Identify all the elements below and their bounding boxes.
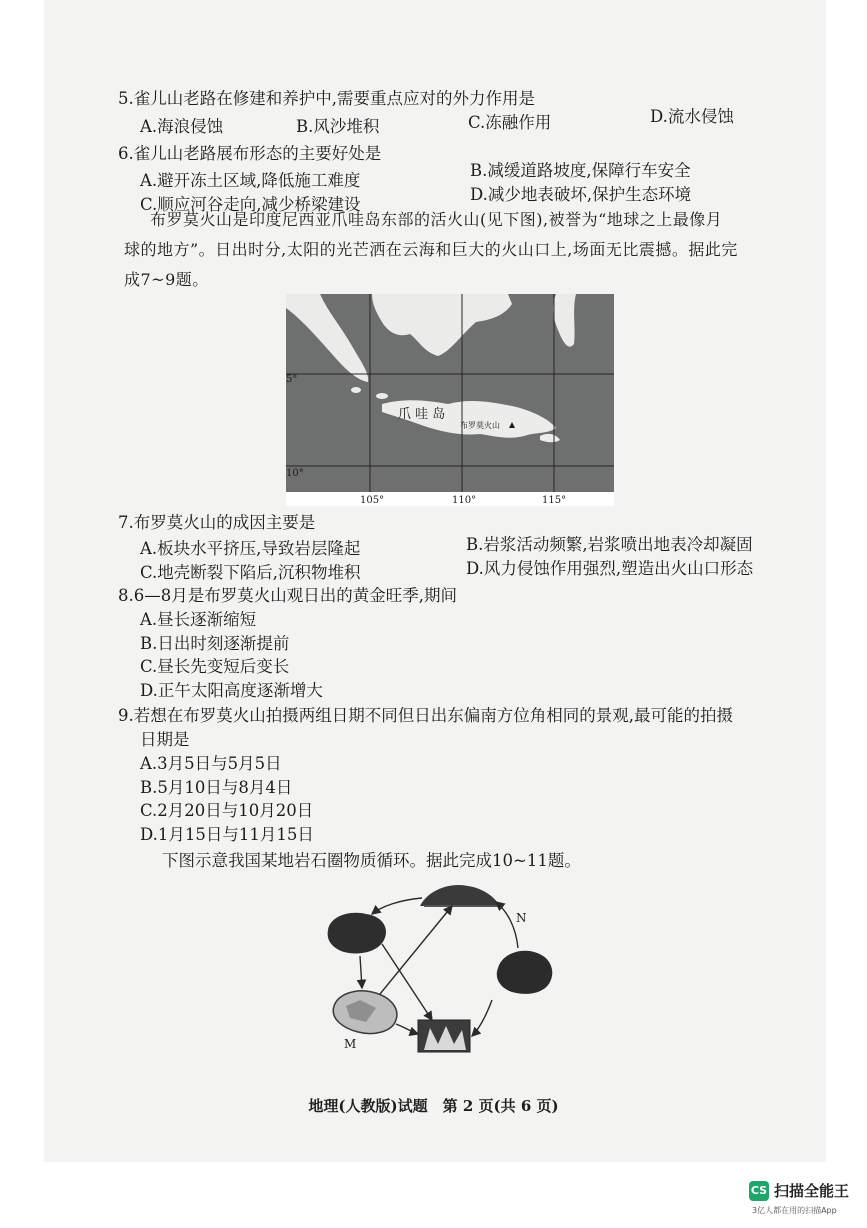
q5-option-a: A.海浪侵蚀 — [140, 117, 224, 136]
q9-option-c: C.2月20日与10月20日 — [140, 801, 314, 820]
scanner-watermark — [749, 1180, 849, 1201]
intro-line-3: 成7~9题。 — [124, 270, 209, 289]
intro-line-2: 球的地方”。日出时分,太阳的光芒洒在云海和巨大的火山口上,场面无比震撼。据此完 — [124, 240, 738, 259]
q8-option-c: C.昼长先变短后变长 — [140, 657, 290, 676]
q9-stem-line-1: 9.若想在布罗莫火山拍摄两组日期不同但日出东偏南方位角相同的景观,最可能的拍摄 — [118, 706, 733, 725]
map-lon-105-label: 105° — [360, 495, 385, 506]
q5-option-c: C.冻融作用 — [468, 113, 552, 132]
q8-stem: 8.6—8月是布罗莫火山观日出的黄金旺季,期间 — [118, 586, 457, 605]
q8-option-a: A.昼长逐渐缩短 — [140, 610, 257, 629]
sediment-rock-icon — [420, 885, 500, 906]
q7-option-b: B.岩浆活动频繁,岩浆喷出地表冷却凝固 — [466, 535, 753, 554]
q8-option-b: B.日出时刻逐渐提前 — [140, 634, 290, 653]
q7-option-d: D.风力侵蚀作用强烈,塑造出火山口形态 — [466, 559, 754, 578]
q6-option-c: C.顺应河谷走向,减少桥梁建设 — [140, 195, 361, 214]
camscanner-name: 扫描全能王 — [774, 1182, 850, 1200]
q8-option-d: D.正午太阳高度逐渐增大 — [140, 681, 323, 700]
camscanner-tagline: 3亿人都在用的扫描App — [752, 1206, 837, 1215]
java-island-label: 爪 哇 岛 — [398, 407, 446, 422]
map-lat-5-label: 5° — [286, 374, 298, 385]
rock-left-icon — [328, 913, 386, 954]
rock-right-icon — [497, 951, 553, 994]
q7-stem: 7.布罗莫火山的成因主要是 — [118, 513, 316, 532]
intro-line-1: 布罗莫火山是印度尼西亚爪哇岛东部的活火山(见下图),被誉为“地球之上最像月 — [150, 210, 723, 229]
map-lat-10-label: 10° — [286, 468, 304, 479]
diagram-label-m: M — [344, 1037, 357, 1051]
q7-option-a: A.板块水平挤压,导致岩层隆起 — [140, 539, 361, 558]
camscanner-logo-icon: CS — [749, 1181, 769, 1201]
page-footer: 地理(人教版)试题 第 2 页(共 6 页) — [308, 1097, 559, 1115]
map-lon-115-label: 115° — [542, 495, 567, 506]
q9-option-b: B.5月10日与8月4日 — [140, 778, 293, 797]
rock-cycle-diagram — [320, 876, 560, 1056]
intro-rock-cycle: 下图示意我国某地岩石圈物质循环。据此完成10~11题。 — [162, 851, 581, 870]
q7-option-c: C.地壳断裂下陷后,沉积物堆积 — [140, 563, 361, 582]
map-lon-110-label: 110° — [452, 495, 477, 506]
q6-option-a: A.避开冻土区域,降低施工难度 — [140, 171, 361, 190]
q9-option-d: D.1月15日与11月15日 — [140, 825, 314, 844]
q9-option-a: A.3月5日与5月5日 — [140, 754, 282, 773]
java-island-map — [286, 294, 614, 506]
q6-option-d: D.减少地表破坏,保护生态环境 — [470, 185, 692, 204]
q9-stem-line-2: 日期是 — [140, 730, 190, 749]
diagram-label-n: N — [516, 911, 527, 925]
q6-option-b: B.减缓道路坡度,保障行车安全 — [470, 161, 691, 180]
q5-option-d: D.流水侵蚀 — [650, 107, 734, 126]
q5-option-b: B.风沙堆积 — [296, 117, 380, 136]
bromo-volcano-label: 布罗莫火山 — [460, 421, 500, 430]
q5-stem: 5.雀儿山老路在修建和养护中,需要重点应对的外力作用是 — [118, 89, 535, 108]
q6-stem: 6.雀儿山老路展布形态的主要好处是 — [118, 144, 382, 163]
